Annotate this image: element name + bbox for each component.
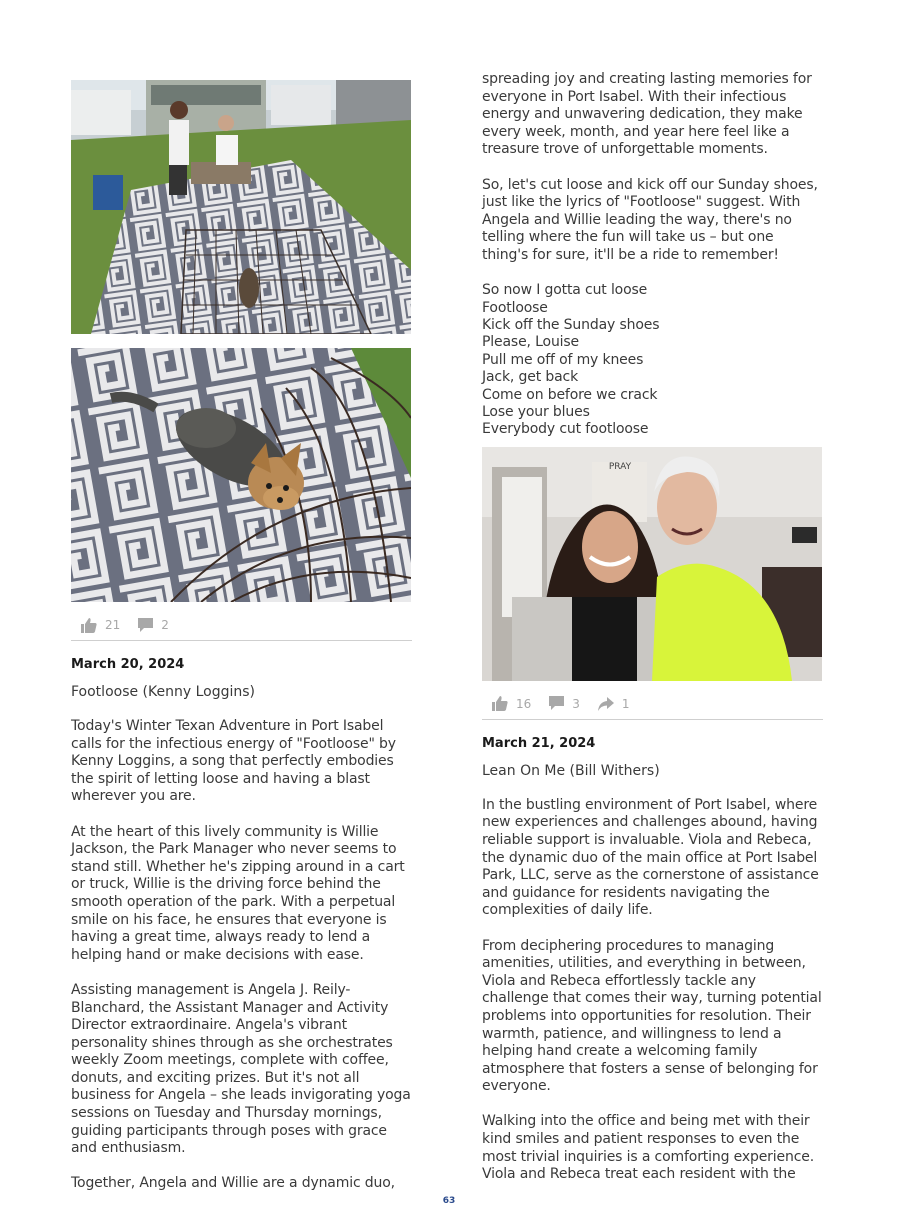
paragraph: spreading joy and creating lasting memories for everyone in Port Isabel. With their infectious energy and unwavering dedication, they make every week, month, and year here feel like a treasure trove of unforgettable moments. (482, 71, 812, 158)
lyric-line: Footloose (482, 299, 548, 316)
comment-icon (549, 696, 564, 711)
paragraph: Assisting management is Angela J. Reily-Blanchard, the Assistant Manager and Activity Director extraordinaire. Angela's vibrant personality shines through as she orchestrates weekly Zoom meetings, complete with coffee, donuts, and exciting prizes. But it's not all business for Angela – she leads invigorating yoga sessions on Tuesday and Thursday mornings, guiding participants through poses with grace and enthusiasm. (71, 981, 411, 1157)
like-button[interactable] (492, 696, 531, 711)
paragraph: At the heart of this lively community is Willie Jackson, the Park Manager who never seems to stand still. Whether he's zipping around in a cart or truck, Willie is the driving force behind the smooth operation of the park. With a perpetual smile on his face, he ensures that everyone is having a great time, always ready to lend a helping hand or make decisions with ease. (71, 823, 405, 963)
comment-button[interactable] (138, 618, 169, 633)
comment-count: 2 (161, 618, 169, 632)
paragraph: So, let's cut loose and kick off our Sunday shoes, just like the lyrics of "Footloose" suggest. With Angela and Willie leading the way, there's no telling where the fun will take us – but one thing's for sure, it'll be a ride to remember! (482, 176, 818, 263)
lyric-line: So now I gotta cut loose (482, 282, 648, 299)
share-icon (598, 697, 614, 711)
like-count: 21 (105, 618, 121, 632)
lyric-line: Come on before we crack (482, 386, 658, 403)
yorkie-photo[interactable] (71, 348, 411, 602)
thumbs-up-icon (492, 696, 508, 711)
lyric-line: Jack, get back (482, 369, 579, 386)
lyric-line: Please, Louise (482, 334, 580, 351)
post-title: Lean On Me (Bill Withers) (482, 762, 660, 779)
yorkie-illustration (71, 348, 411, 602)
lyric-line: Kick off the Sunday shoes (482, 316, 660, 333)
share-count: 1 (621, 696, 630, 711)
right-column (482, 71, 823, 1201)
lyric-line: Lose your blues (482, 403, 590, 420)
post-date: March 20, 2024 (71, 657, 185, 672)
comment-button[interactable] (549, 696, 580, 711)
like-button[interactable] (81, 618, 120, 633)
page-number: 63 (442, 1196, 456, 1206)
reactions-bar (482, 689, 823, 720)
pray-sign: PRAY (608, 461, 632, 472)
post-title: Footloose (Kenny Loggins) (71, 684, 256, 700)
paragraph: In the bustling environment of Port Isabel, where new experiences and challenges abound, having reliable support is invaluable. Viola and Rebeca, the dynamic duo of the main office at Port Isabel Park, LLC, serve as the cornerstone of assistance and guidance for residents navigating the complexities of daily life. (482, 796, 819, 919)
office-portrait-illustration (482, 447, 822, 681)
reactions-bar (71, 610, 412, 641)
share-button[interactable] (598, 697, 630, 711)
lyric-line: Pull me off of my knees (482, 351, 644, 368)
post-date: March 21, 2024 (482, 735, 596, 751)
left-column (71, 80, 412, 1211)
like-count: 16 (516, 696, 532, 711)
paragraph: Together, Angela and Willie are a dynamic duo, (71, 1175, 395, 1192)
paragraph: Walking into the office and being met with their kind smiles and patient responses to even the most trivial inquiries is a comforting experience. Viola and Rebeca treat each resident with the (482, 1113, 815, 1183)
office-portrait-photo[interactable] (482, 447, 822, 681)
campsite-photo[interactable] (71, 80, 411, 334)
campsite-illustration (71, 80, 411, 334)
thumbs-up-icon (81, 618, 97, 633)
lyric-line: Everybody cut footloose (482, 421, 649, 438)
comment-count: 3 (572, 696, 580, 711)
comment-icon (138, 618, 153, 633)
lyrics-block (482, 282, 823, 439)
paragraph: From deciphering procedures to managing amenities, utilities, and everything in between, Viola and Rebeca effortlessly tackle any challenge that comes their way, turning potential problems into opportunities for resolution. Their warmth, patience, and willingness to lend a helping hand create a welcoming family atmosphere that fosters a sense of belonging for everyone. (482, 937, 822, 1095)
paragraph: Today's Winter Texan Adventure in Port Isabel calls for the infectious energy of "Footloose" by Kenny Loggins, a song that perfectly embodies the spirit of letting loose and having a blast wherever you are. (71, 718, 396, 805)
